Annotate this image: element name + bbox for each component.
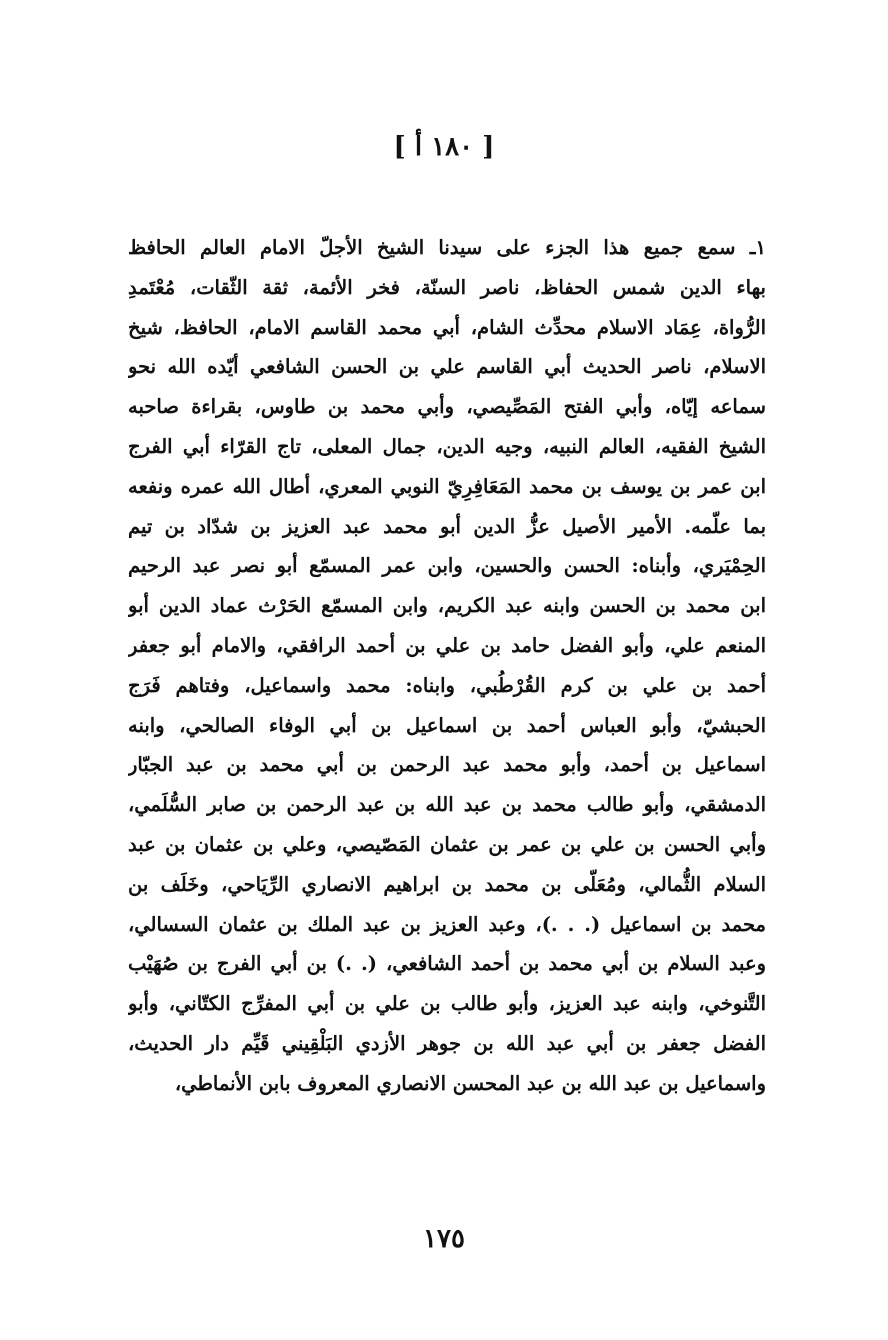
text-line-22: واسماعيل بن عبد الله بن عبد المحسن الانصاري المعروف بابن الأنماطي، [174, 1071, 766, 1095]
body-text [128, 228, 766, 1104]
text-line-1: ١ـ سمع جميع هذا الجزء على سيدنا الشيخ الأجلّ الامام العالم الحافظ [128, 236, 766, 259]
text-line-14: اسماعيل بن أحمد، وأبو محمد عبد الرحمن بن أبي محمد بن عبد الجبّار [128, 753, 766, 777]
text-line-20: التَّنوخي، وابنه عبد العزيز، وأبو طالب بن علي بن أبي المفرِّج الكتّاني، وأبو [128, 992, 766, 1016]
text-line-4: الاسلام، ناصر الحديث أبي القاسم علي بن الحسن الشافعي أيّده الله نحو [128, 355, 766, 379]
text-line-17: السلام الثُّمالي، ومُعَلّى بن محمد بن ابراهيم الانصاري الرِّيَاحي، وخَلَف بن [128, 872, 766, 896]
text-line-21: الفضل جعفر بن أبي عبد الله بن جوهر الأزدي البَلْقِيني قَيِّم دار الحديث، [128, 1031, 766, 1055]
page-number: ١٧٥ [423, 1224, 465, 1254]
text-line-12: أحمد بن علي بن كرم القُرْطُبي، وابناه: محمد واسماعيل، وفتاهم فَرَج [128, 673, 766, 697]
text-line-18: محمد بن اسماعيل (. . .)، وعبد العزيز بن عبد الملك بن عثمان السسالي، [128, 912, 766, 936]
text-line-5: سماعه إيّاه، وأبي الفتح المَصِّيصي، وأبي محمد بن طاوس، بقراءة صاحبه [128, 395, 766, 419]
text-line-15: الدمشقي، وأبو طالب محمد بن عبد الله بن عبد الرحمن بن صابر السُّلَمي، [128, 793, 766, 817]
text-line-13: الحبشيّ، وأبو العباس أحمد بن اسماعيل بن أبي الوفاء الصالحي، وابنه [128, 713, 766, 737]
folio-marker: [ ١٨٠ أ ] [393, 132, 495, 162]
text-line-2: بهاء الدين شمس الحفاظ، ناصر السنّة، فخر الأئمة، ثقة الثّقات، مُعْتَمدِ [128, 275, 766, 299]
text-line-7: ابن عمر بن يوسف بن محمد المَعَافِرِيّ النوبي المعري، أطال الله عمره ونفعه [128, 474, 766, 498]
text-line-10: ابن محمد بن الحسن وابنه عبد الكريم، وابن المسمّع الحَرْث عماد الدين أبو [128, 594, 766, 618]
text-line-3: الرُّواة، عِمَاد الاسلام محدِّث الشام، أبي محمد القاسم الامام، الحافظ، شيخ [128, 315, 766, 339]
text-line-9: الحِمْيَري، وأبناه: الحسن والحسين، وابن عمر المسمّع أبو نصر عبد الرحيم [128, 554, 766, 578]
text-line-8: بما علّمه. الأمير الأصيل عزُّ الدين أبو محمد عبد العزيز بن شدّاد بن تيم [128, 514, 766, 538]
text-line-6: الشيخ الفقيه، العالم النبيه، وجيه الدين، جمال المعلى، تاج القرّاء أبي الفرج [128, 434, 766, 458]
text-line-11: المنعم علي، وأبو الفضل حامد بن علي بن أحمد الرافقي، والامام أبو جعفر [128, 633, 766, 657]
text-line-16: وأبي الحسن بن علي بن عمر بن عثمان المَصّيصي، وعلي بن عثمان بن عبد [128, 832, 766, 856]
text-line-19: وعبد السلام بن أبي محمد بن أحمد الشافعي، (. .) بن أبي الفرج بن صُهَيْب [128, 952, 766, 976]
